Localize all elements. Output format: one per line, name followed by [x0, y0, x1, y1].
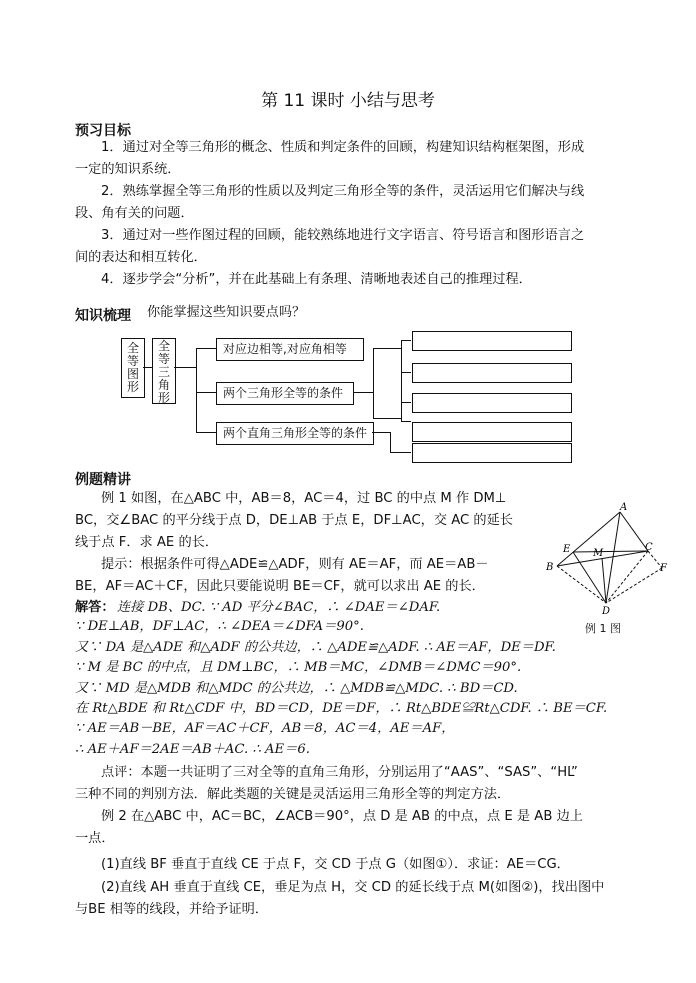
comment-line-2: 三种不同的判别方法．解此类题的关键是灵活运用三角形全等的判定方法．	[75, 787, 511, 802]
connector	[373, 348, 374, 418]
box-triangle-text: 全等三角形	[157, 339, 170, 405]
example1-line-2: BC，交∠BAC 的平分线于点 D，DE⊥AB 于点 E，DF⊥AC，交 AC 的延长	[75, 513, 513, 528]
box-right-triangle-conditions: 两个直角三角形全等的条件	[216, 422, 374, 445]
connector	[196, 348, 216, 349]
solution-line-8: ∴ AE＋AF＝2AE＝AB＋AC. ∴ AE＝6.	[75, 742, 310, 757]
solution-line-7: ∵ AE＝AB－BE，AF＝AC＋CF，AB＝8，AC＝4，AE＝AF，	[75, 721, 455, 736]
connector	[174, 367, 196, 368]
segment-AB	[557, 512, 620, 566]
solution-line-6: 在 Rt△BDE 和 Rt△CDF 中，BD＝CD，DE＝DF，∴ Rt△BDE≌Rt△CDF. ∴ BE＝CF.	[75, 701, 608, 716]
example2-question-2-line-1: (2)直线 AH 垂直于直线 CE，垂足为点 H，交 CD 的延长线于点 M(如图②)，找出图中	[101, 880, 605, 895]
label-B: B	[546, 562, 554, 573]
segment-DE	[573, 552, 606, 603]
preview-item-3-line-1: 3．通过对一些作图过程的回顾，能较熟练地进行文字语言、符号语言和图形语言之	[101, 228, 585, 243]
examples-heading: 例题精讲	[75, 472, 131, 488]
segment-AC	[620, 512, 648, 551]
box-congruent-triangles	[152, 338, 176, 404]
answer-blank-4	[412, 422, 572, 442]
example2-line-1: 例 2 在△ABC 中，AC＝BC，∠ACB＝90°，点 D 是 AB 的中点，点 E 是 AB 边上	[101, 809, 583, 824]
connector	[196, 392, 216, 393]
hint-line-1: 提示：根据条件可得△ADE≌△ADF，则有 AE＝AF，而 AE＝AB－	[101, 557, 489, 572]
label-F: F	[660, 563, 667, 574]
solution-line-4: ∵ M 是 BC 的中点，且 DM⊥BC，∴ MB＝MC，∠DMB＝∠DMC＝90°.	[75, 660, 522, 675]
label-C: C	[645, 542, 653, 553]
figure-caption: 例 1 图	[585, 622, 621, 635]
example2-line-2: 一点．	[75, 831, 115, 846]
connector	[372, 432, 390, 433]
connector	[390, 432, 391, 452]
solution-line-3: 又∵ DA 是△ADE 和△ADF 的公共边，∴ △ADE≌△ADF. ∴ AE＝AF，DE＝DF.	[75, 640, 556, 655]
example1-line-3: 线于点 F．求 AE 的长．	[75, 535, 219, 550]
answer-blank-1	[412, 331, 572, 351]
page-title: 第 11 课时 小结与思考	[261, 91, 435, 111]
preview-item-2-line-1: 2．熟练掌握全等三角形的性质以及判定三角形全等的条件，灵活运用它们解决与线	[101, 184, 585, 199]
label-A: A	[620, 502, 628, 513]
answer-blank-5	[412, 443, 572, 463]
solution-line-2: ∵ DE⊥AB，DF⊥AC，∴ ∠DEA＝∠DFA＝90°.	[75, 619, 364, 634]
segment-MD	[602, 558, 606, 603]
preview-item-2-line-2: 段、角有关的问题．	[75, 206, 194, 221]
connector	[401, 372, 411, 373]
preview-item-1-line-1: 1．通过对全等三角形的概念、性质和判定条件的回顾，构建知识结构框架图，形成	[101, 140, 585, 155]
preview-item-1-line-2: 一定的知识系统．	[75, 162, 181, 177]
example2-question-2-line-2: 与BE 相等的线段，并给予证明．	[75, 902, 269, 917]
answer-blank-3	[412, 393, 572, 413]
connector	[390, 452, 411, 453]
box-root-text: 全等图形	[126, 341, 139, 394]
connector	[373, 348, 401, 349]
preview-heading: 预习目标	[75, 123, 131, 139]
segment-DF	[606, 568, 662, 603]
connector	[401, 340, 402, 422]
connector	[353, 392, 373, 393]
solution-line-5: 又∵ MD 是△MDB 和△MDC 的公共边，∴ △MDB≌△MDC. ∴ BD＝CD.	[75, 681, 518, 696]
connector	[196, 348, 197, 432]
preview-item-3-line-2: 间的表达和相互转化．	[75, 250, 207, 265]
example1-line-1: 例 1 如图，在△ABC 中，AB＝8，AC＝4，过 BC 的中点 M 作 DM⊥	[101, 491, 507, 506]
connector	[373, 418, 401, 419]
knowledge-heading: 知识梳理	[75, 308, 131, 324]
solution-line-1: 连接 DB、DC. ∵ AD 平分∠BAC，∴ ∠DAE＝∠DAF.	[117, 600, 441, 615]
preview-item-4: 4．逐步学会“分析”，并在此基础上有条理、清晰地表述自己的推理过程．	[101, 272, 532, 287]
connector	[401, 402, 411, 403]
example2-question-1: (1)直线 BF 垂直于直线 CE 于点 F，交 CD 于点 G（如图①）．求证：AE＝CG．	[101, 857, 570, 872]
example1-figure	[540, 500, 670, 640]
box-congruent-figures	[121, 338, 145, 398]
connector	[401, 421, 411, 422]
label-M: M	[593, 548, 604, 559]
segment-EC	[573, 551, 648, 552]
hint-line-2: BE，AF＝AC＋CF，因此只要能说明 BE＝CF，就可以求出 AE 的长．	[75, 579, 485, 594]
label-D: D	[602, 606, 611, 617]
answer-blank-2	[412, 363, 572, 383]
segment-DB	[557, 566, 606, 603]
solution-label: 解答：	[75, 600, 115, 615]
connector	[196, 432, 216, 433]
box-property: 对应边相等,对应角相等	[216, 338, 364, 361]
comment-line-1: 点评：本题一共证明了三对全等的直角三角形，分别运用了“AAS”、“SAS”、“HL”	[101, 765, 578, 780]
label-E: E	[563, 544, 571, 555]
knowledge-prompt: 你能掌握这些知识要点吗？	[147, 305, 306, 320]
box-triangle-conditions: 两个三角形全等的条件	[216, 382, 354, 405]
connector	[401, 340, 411, 341]
